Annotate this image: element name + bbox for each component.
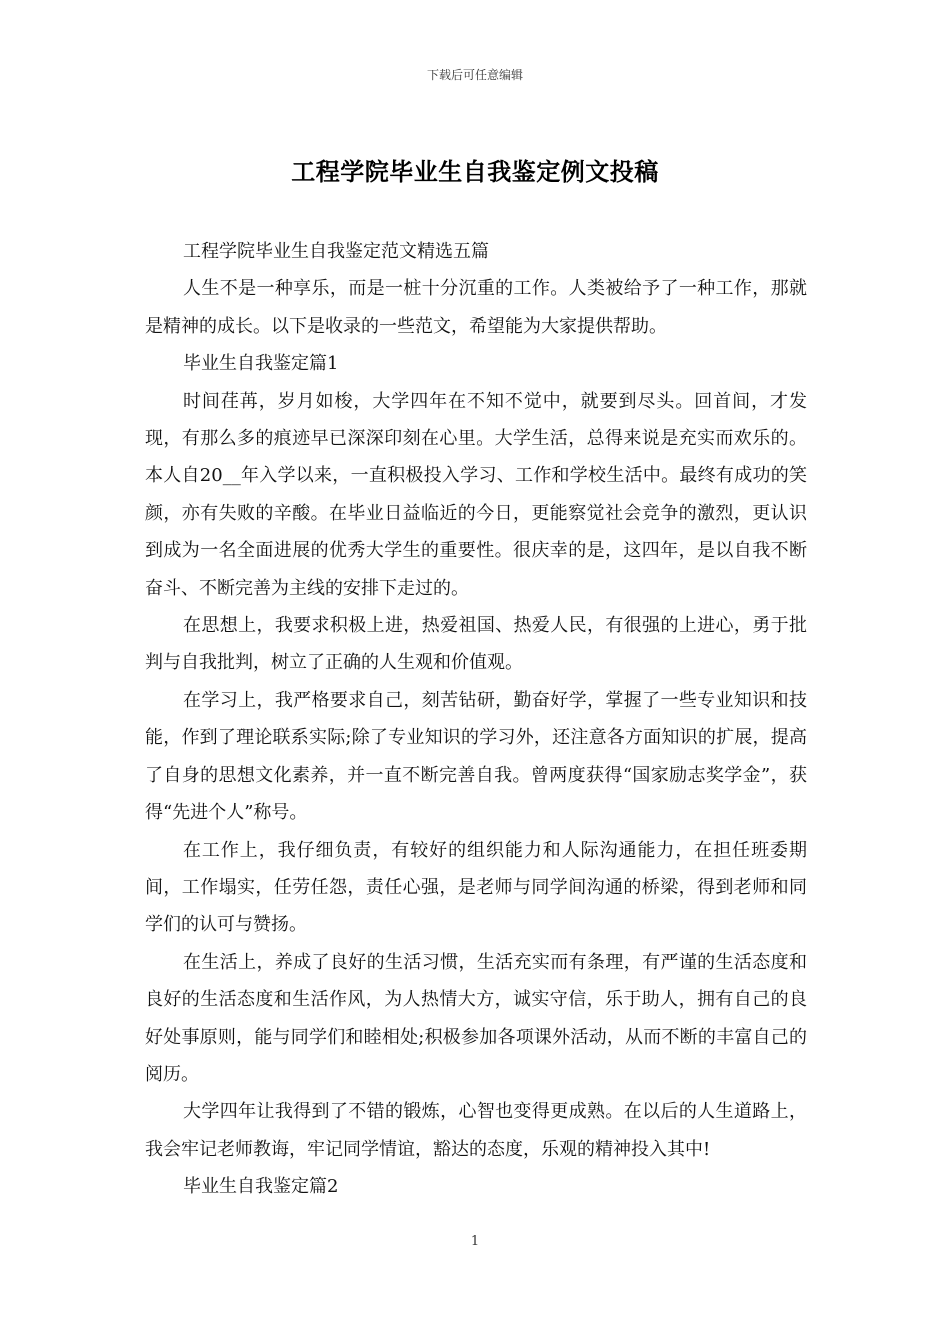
section-heading-2: 毕业生自我鉴定篇2 bbox=[183, 1176, 339, 1198]
page-number: 1 bbox=[470, 1234, 480, 1249]
subtitle-paragraph: 工程学院毕业生自我鉴定范文精选五篇 bbox=[183, 241, 489, 262]
body-paragraph: 大学四年让我得到了不错的锻炼，心智也变得更成熟。在以后的人生道路上，我会牢记老师教诲，牢记同学情谊，豁达的态度，乐观的精神投入其中! bbox=[145, 1101, 807, 1160]
section-heading-1: 毕业生自我鉴定篇1 bbox=[183, 353, 339, 375]
body-paragraph: 在生活上，养成了良好的生活习惯，生活充实而有条理，有严谨的生活态度和良好的生活态度和生活作风，为人热情大方，诚实守信，乐于助人，拥有自己的良好处事原则，能与同学们和睦相处;积极参加各项课外活动，从而不断的丰富自己的阅历。 bbox=[145, 951, 807, 1085]
body-paragraph: 在工作上，我仔细负责，有较好的组织能力和人际沟通能力，在担任班委期间，工作塌实，任劳任怨，责任心强，是老师与同学间沟通的桥梁，得到老师和同学们的认可与赞扬。 bbox=[145, 839, 807, 936]
document-title: 工程学院毕业生自我鉴定例文投稿 bbox=[291, 158, 659, 186]
header-note: 下载后可任意编辑 bbox=[426, 68, 523, 82]
document-body bbox=[145, 233, 807, 1206]
body-paragraph: 在学习上，我严格要求自己，刻苦钻研，勤奋好学，掌握了一些专业知识和技能，作到了理论联系实际;除了专业知识的学习外，还注意各方面知识的扩展，提高了自身的思想文化素养，并一直不断完善自我。曾两度获得“国家励志奖学金”，获得“先进个人”称号。 bbox=[145, 689, 807, 824]
body-paragraph: 时间荏苒，岁月如梭，大学四年在不知不觉中，就要到尽头。回首间，才发现，有那么多的痕迹早已深深印刻在心里。大学生活，总得来说是充实而欢乐的。本人自20__年入学以来，一直积极投入学习、工作和学校生活中。最终有成功的笑颜，亦有失败的辛酸。在毕业日益临近的今日，更能察觉社会竞争的激烈，更认识到成为一名全面进展的优秀大学生的重要性。很庆幸的是，这四年，是以自我不断奋斗、不断完善为主线的安排下走过的。 bbox=[145, 390, 807, 599]
intro-paragraph: 人生不是一种享乐，而是一桩十分沉重的工作。人类被给予了一种工作，那就是精神的成长。以下是收录的一些范文，希望能为大家提供帮助。 bbox=[145, 278, 807, 337]
body-paragraph: 在思想上，我要求积极上进，热爱祖国、热爱人民，有很强的上进心，勇于批判与自我批判，树立了正确的人生观和价值观。 bbox=[145, 615, 807, 674]
